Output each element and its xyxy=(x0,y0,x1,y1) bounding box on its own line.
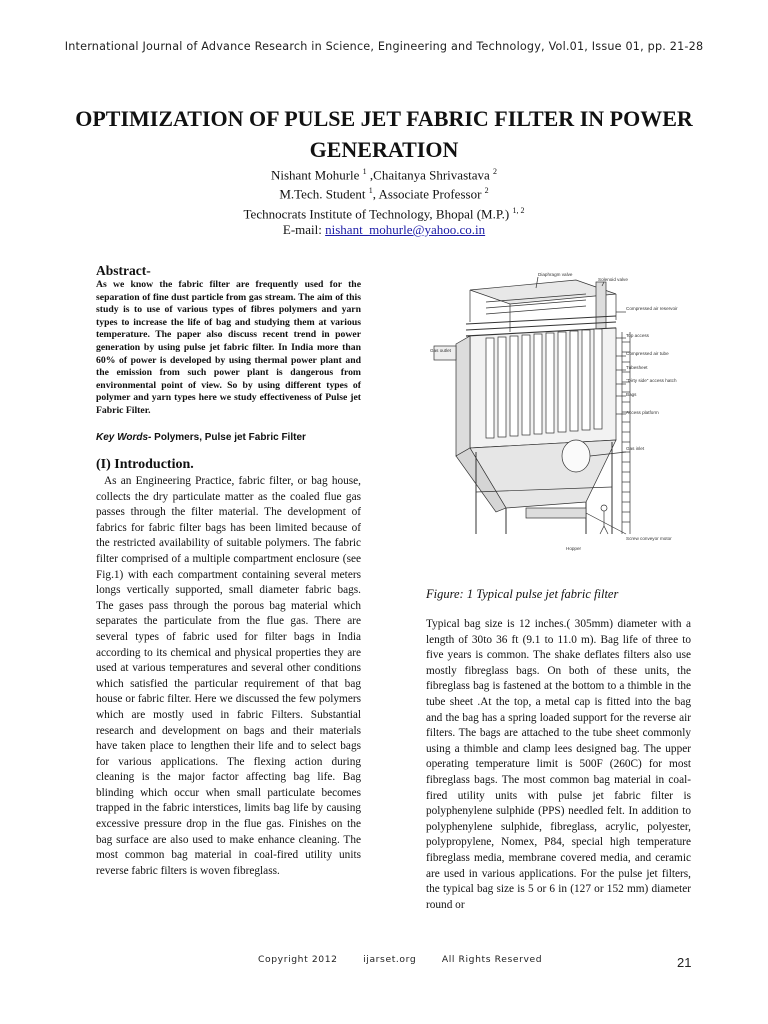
label-access-platform: Access platform xyxy=(626,410,659,415)
figure-caption: Figure: 1 Typical pulse jet fabric filter xyxy=(426,587,619,601)
label-tubesheet: Tubesheet xyxy=(626,365,648,370)
abstract-body: As we know the fabric filter are frequently used for the separation of fine dust particle from gas stream. The aim of this study is to use of various types of fibres polymers and yarn types to increase the life of bag and studying them at various temperature. The paper also discuss recent trend in power generation by using pulse jet fabric filter. In India more than 60% of power is developed by using thermal power plant and the emission from such power plant is dangerous from environmental point of view. So by using different types of polymer and yarn types here we study effectiveness of Pulse jet Fabric Filter. xyxy=(96,279,361,416)
keywords xyxy=(96,432,361,443)
footer xyxy=(258,954,564,965)
footer-rights: All Rights Reserved xyxy=(441,954,543,965)
paper-title: OPTIMIZATION OF PULSE JET FABRIC FILTER IN POWER GENERATION xyxy=(75,106,693,162)
keywords-label: Key Words- xyxy=(96,432,152,443)
author-roles: M.Tech. Student $^1$, Associate Professor $^2$ xyxy=(279,186,489,202)
label-solenoid-valve: Solenoid valve xyxy=(598,277,628,282)
label-dirty-side-hatch: "Dirty side" access hatch xyxy=(626,378,677,383)
roof-shape xyxy=(470,280,616,304)
author-names: Nishant Mohurle $^1$ ,Chaitanya Shrivastava $^2$ xyxy=(270,167,498,183)
label-compressed-air-reservoir: Compressed air reservoir xyxy=(626,306,678,311)
label-screw-conveyor: Screw conveyor motor xyxy=(626,536,672,541)
filter-diagram xyxy=(426,272,691,562)
intro-heading: (I) Introduction. xyxy=(96,457,194,472)
figure-pulse-jet-filter xyxy=(426,272,691,562)
page-number: 21 xyxy=(677,955,692,970)
label-hopper: Hopper xyxy=(566,546,582,551)
label-gas-inlet: Gas inlet xyxy=(626,446,645,451)
footer-copyright: Copyright 2012 xyxy=(258,954,338,965)
author-block xyxy=(0,164,768,238)
label-bags: Bags xyxy=(626,392,637,397)
label-top-access: Top access xyxy=(626,333,649,338)
email-link[interactable]: nishant_mohurle@yahoo.co.in xyxy=(325,221,486,237)
intro-body: As an Engineering Practice, fabric filter, or bag house, collects the dry particulate matter as the coaled flue gas passes through the filter material. The development of fabrics for fabric filter bags has been limited because of the restricted availability of suitable polymers. The fabric filter comprised of a multiple compartment enclosure (see Fig.1) with each compartment containing several meters longs vertically supported, small diameter fabric bags. The gases pass through the porous bag material which separates the particulate from the flue gas. There are several types of fabric used for filter bags in India according to its chemical and physical properties they are used at various temperatures and several other conditions which satisfied the particular requirement of that bag house or fabric filter. Here we discussed the few polymers which are mostly used in fabric Filters. Substantial research and development on bags and their materials have taken place to lengthen their life and to select bags for various applications. The flexing action during cleaning is the major factor affecting bag life. Bag blinding which occur when small particulate becomes trapped in the fabric interstices, limits bag life by causing excessive pressure drop in the flue gas. Finishes on the bag surface are also used to make enhance cleaning. The most common bag material in coal-fired utility units reverse fabric filters is woven fibreglass. xyxy=(96,475,361,877)
reservoir-shape xyxy=(596,282,606,332)
running-head: International Journal of Advance Research in Science, Engineering and Technology, Vol.01, Issue 01, pp. 21-28 xyxy=(64,40,704,53)
right-column-body: Typical bag size is 12 inches.( 305mm) diameter with a length of 30to 36 ft (9.1 to 11.0 m). Bag life of three to five years is common. The shake deflates filters also use mostly fibreglass bags. On both of these units, the fibreglass bag is fastened at the bottom to a thimble in the tube sheet .At the top, a metal cap is fitted into the bag and the bag has a spring loaded support for the reverse air filters. The bags are attached to the tube sheet commonly using a thimble and clamp lees designed bag. The upper operating temperature limit is 500F (260C) for most fibreglass bags. The most common bag material in coal-fired utility units with pulse jet fabric filter is polyphenylene sulphide (PPS) needled felt. In addition to polyphenylene sulphide, fibreglass, acrylic, polyester, polypropylene, Nomex, P84, special high temperature fibreglass media, membrane covered media, and ceramic are used in various applications. For the pulse jet filters, the typical bag size is 5 or 6 in (127 or 152 mm) diameter round or xyxy=(426,618,691,911)
keywords-text: Polymers, Pulse jet Fabric Filter xyxy=(151,432,306,443)
label-diaphragm-valve: Diaphragm valve xyxy=(538,272,573,277)
label-gas-outlet: Gas outlet xyxy=(430,348,451,353)
author-name-2: Chaitanya Shrivastava xyxy=(373,167,490,183)
author-name-1: Nishant Mohurle xyxy=(270,167,360,183)
footer-site: ijarset.org xyxy=(363,954,417,965)
label-compressed-air-tube: Compressed air tube xyxy=(626,351,669,356)
author-institute: Technocrats Institute of Technology, Bhopal (M.P.) $^{1, 2}$ xyxy=(243,205,525,221)
abstract-heading: Abstract- xyxy=(96,263,151,278)
author-email: E-mail: nishant_mohurle@yahoo.co.in xyxy=(282,221,486,237)
